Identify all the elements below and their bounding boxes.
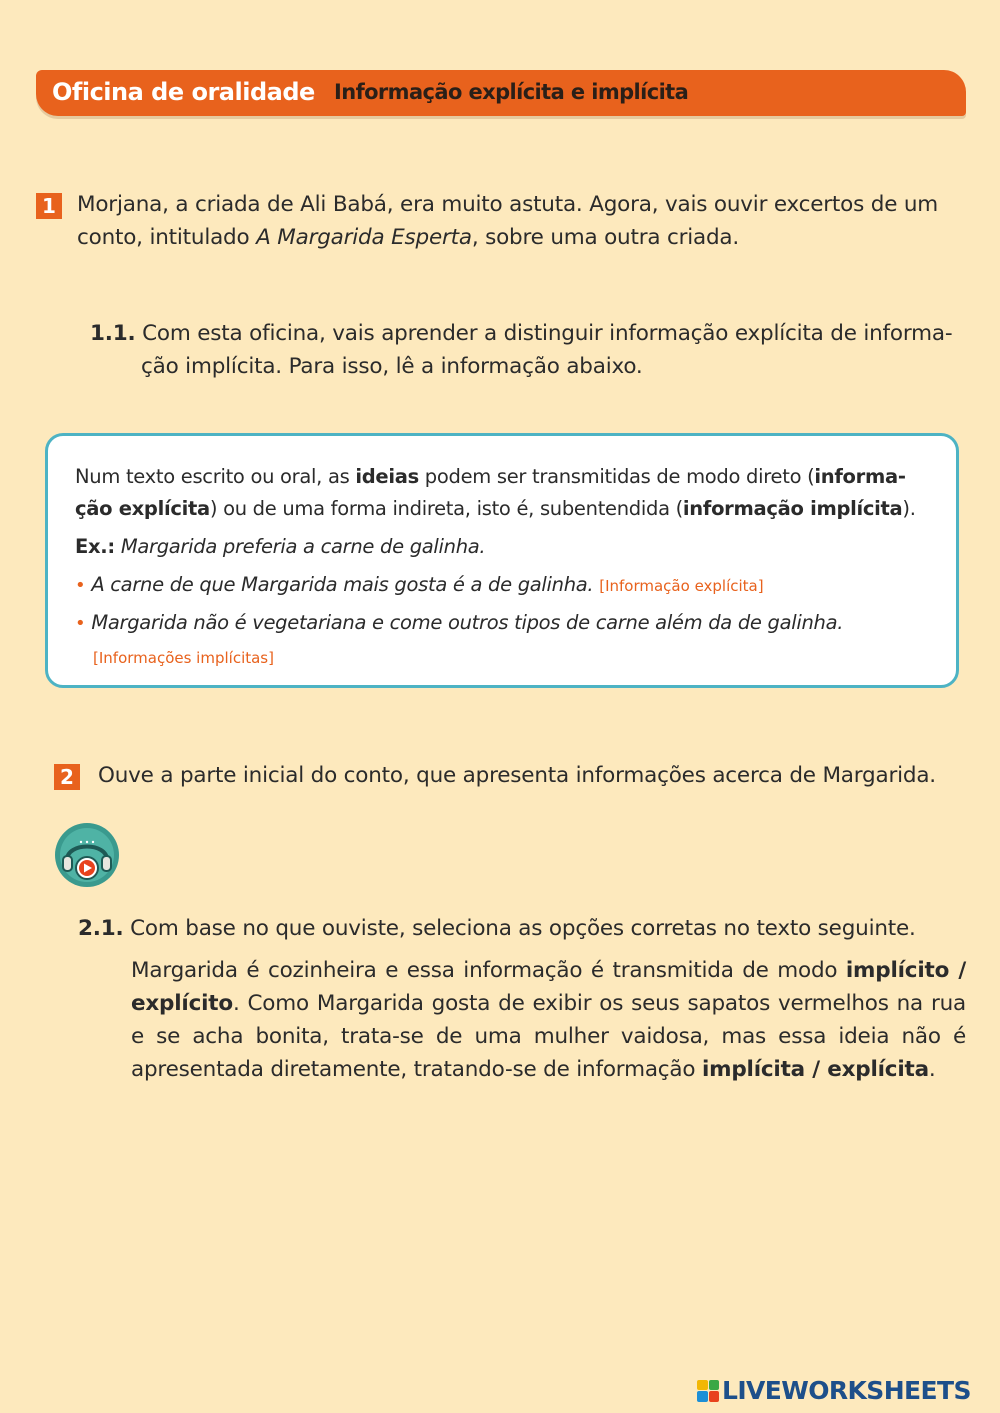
question-1-1 (90, 317, 980, 350)
option-set-2[interactable]: implícita / explícita (701, 1057, 929, 1082)
info-bullet-1 (75, 569, 945, 602)
option-set-1[interactable]: implícito / explícito (131, 958, 966, 1016)
bullet-2-tag: [Informações implícitas] (93, 649, 274, 667)
question-1-1-number: 1.1. (90, 321, 136, 346)
story-title: A Margarida Esperta (256, 225, 472, 250)
question-2-1-number: 2.1. (78, 916, 124, 941)
info-bullet-2-tag-line (93, 641, 963, 674)
bullet-icon: • (75, 613, 86, 634)
example-text: Margarida preferia a carne de galinha. (120, 535, 486, 558)
info-example (75, 531, 945, 563)
question-2-1 (78, 912, 978, 945)
info-def-e: ção explícita (75, 497, 210, 520)
logo-square (709, 1391, 720, 1402)
passage-part-2: . Como Margarida gosta de exibir os seus sapatos vermelhos na rua e se acha bonita, trata-se de uma mulher vaidosa, mas essa ideia não é apresentada diretamente, tratando-se de informação (131, 991, 966, 1082)
question-2-1-passage (131, 954, 966, 1086)
bullet-1-tag: [Informação explícita] (599, 577, 764, 595)
liveworksheets-logo (697, 1376, 971, 1405)
bullet-2-text: Margarida não é vegetariana e come outros tipos de carne além da de galinha. (91, 611, 844, 634)
info-definition (75, 461, 945, 525)
section-subtitle: Informação explícita e implícita (334, 80, 689, 104)
audio-play-icon[interactable] (54, 822, 120, 888)
logo-grid-icon (697, 1380, 719, 1402)
info-def-h: ). (902, 497, 916, 520)
logo-square (697, 1380, 708, 1391)
question-1-1-line1: Com esta oficina, vais aprender a distinguir informação explícita de informa- (142, 321, 953, 346)
question-2-text: Ouve a parte inicial do conto, que apresenta informações acerca de Margarida. (98, 763, 936, 788)
logo-text: LIVEWORKSHEETS (722, 1376, 971, 1405)
passage-part-3: . (928, 1057, 936, 1082)
logo-square (709, 1380, 720, 1391)
logo-square (697, 1391, 708, 1402)
info-box (45, 433, 959, 688)
info-def-b: ideias (355, 465, 419, 488)
bullet-icon: • (75, 575, 86, 596)
section-title: Oficina de oralidade (52, 78, 315, 106)
info-def-a: Num texto escrito ou oral, as (75, 465, 356, 488)
question-1-text-b: , sobre uma outra criada. (471, 225, 740, 250)
info-def-c: podem ser transmitidas de modo direto ( (418, 465, 815, 488)
info-def-f: ) ou de uma forma indireta, isto é, subentendida ( (209, 497, 683, 520)
question-2-1-prompt: Com base no que ouviste, seleciona as opções corretas no texto seguinte. (130, 916, 916, 941)
question-1-number: 1 (36, 193, 62, 219)
bullet-1-text: A carne de que Margarida mais gosta é a de galinha. (91, 573, 594, 596)
info-def-d: informa- (814, 465, 906, 488)
question-1-text-a: Morjana, a criada de Ali Babá, era muito astuta. Agora, vais ouvir excertos de um conto, intitulado (77, 192, 939, 250)
question-1-1-line2: ção implícita. Para isso, lê a informação abaixo. (141, 354, 643, 379)
question-2-number: 2 (54, 764, 80, 790)
passage-part-1: Margarida é cozinheira e essa informação é transmitida de modo (131, 958, 846, 983)
question-1-text (77, 188, 967, 254)
info-def-g: informação implícita (682, 497, 903, 520)
section-banner (36, 70, 966, 116)
example-label: Ex.: (75, 535, 115, 558)
info-bullet-2 (75, 607, 945, 640)
